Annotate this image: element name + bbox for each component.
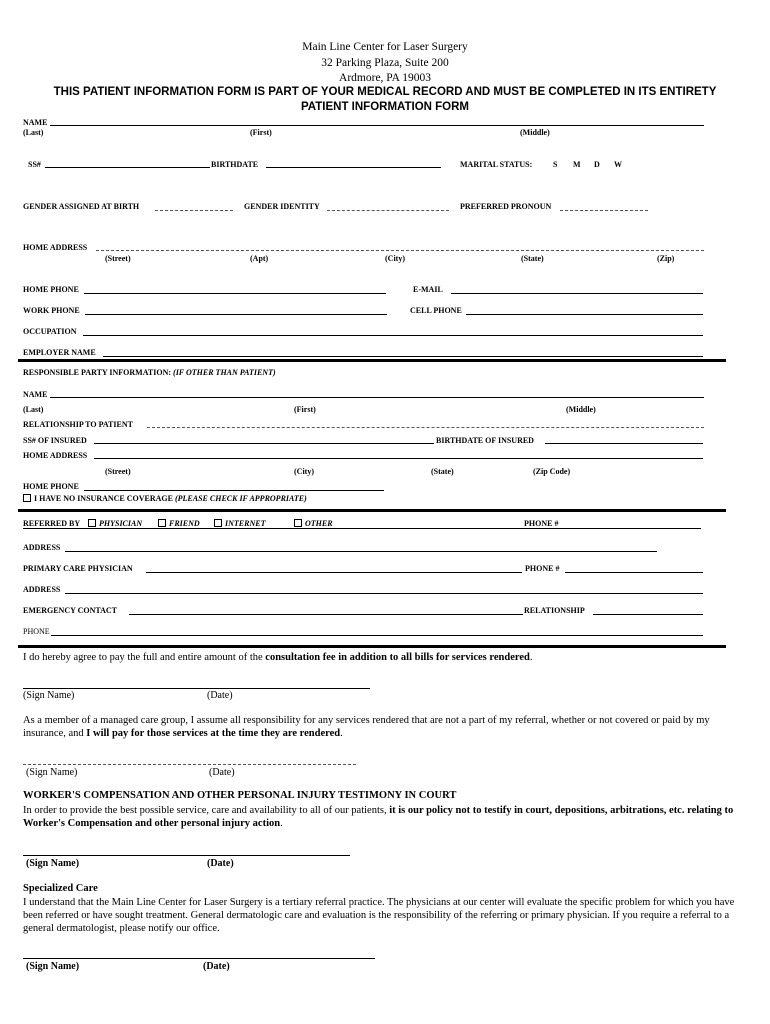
pcp-phone-field[interactable] xyxy=(565,572,703,573)
emergency-label: EMERGENCY CONTACT xyxy=(23,606,118,615)
work-phone-field[interactable] xyxy=(85,314,387,315)
managed-sign-label: (Sign Name) xyxy=(26,767,78,778)
pronoun-field[interactable] xyxy=(560,210,648,211)
referred-other-option[interactable]: OTHER xyxy=(294,519,333,528)
birthdate-label: BIRTHDATE xyxy=(211,160,259,169)
emergency-field[interactable] xyxy=(129,614,523,615)
email-label: E-MAIL xyxy=(413,285,443,294)
occupation-field[interactable] xyxy=(83,335,703,336)
marital-m[interactable]: M xyxy=(573,160,581,169)
wc-sign-label: (Sign Name) xyxy=(26,858,80,869)
referral-phone-label: PHONE # xyxy=(524,519,559,528)
email-field[interactable] xyxy=(451,293,703,294)
gender-identity-label: GENDER IDENTITY xyxy=(244,202,320,211)
referred-internet-option[interactable]: INTERNET xyxy=(214,519,265,528)
friend-checkbox[interactable] xyxy=(158,519,166,527)
home-phone-field[interactable] xyxy=(84,293,386,294)
responsible-city-sublabel: (City) xyxy=(294,467,314,476)
emergency-relationship-field[interactable] xyxy=(593,614,703,615)
marital-s[interactable]: S xyxy=(553,160,558,169)
managed-sign-line[interactable] xyxy=(23,764,356,765)
employer-field[interactable] xyxy=(103,356,703,357)
birthdate-insured-field[interactable] xyxy=(545,443,703,444)
emergency-relationship-label: RELATIONSHIP xyxy=(524,606,585,615)
specialized-care-heading: Specialized Care xyxy=(23,883,98,894)
referral-address-field[interactable] xyxy=(65,551,657,552)
pcp-address-field[interactable] xyxy=(65,593,703,594)
managed-care-agreement: As a member of a managed care group, I assume all responsibility for any services rendered that are not a part of my referral, whether or not covered or paid by my insurance, and I will pay for those services at the time they are rendered. xyxy=(23,715,710,739)
workers-comp-text: In order to provide the best possible service, care and availability to all of our patients, it is our policy not to testify in court, depositions, arbitrations, etc. relating to Worker's Compensation and other personal injury action. xyxy=(23,805,734,829)
emergency-phone-field[interactable] xyxy=(51,635,703,636)
gender-identity-field[interactable] xyxy=(327,210,449,211)
city-sublabel: (City) xyxy=(385,254,405,263)
birthdate-field[interactable] xyxy=(266,167,441,168)
gender-birth-field[interactable] xyxy=(155,210,233,211)
no-insurance-checkbox[interactable] xyxy=(23,494,31,502)
pcp-phone-label: PHONE # xyxy=(525,564,560,573)
responsible-middle-sublabel: (Middle) xyxy=(566,405,596,414)
ss-label: SS# xyxy=(28,160,41,169)
home-phone-label: HOME PHONE xyxy=(23,285,79,294)
name-label: NAME xyxy=(23,118,48,127)
marital-d[interactable]: D xyxy=(594,160,600,169)
sc-date-label: (Date) xyxy=(203,961,230,972)
middle-sublabel: (Middle) xyxy=(520,128,550,137)
ss-insured-label: SS# OF INSURED xyxy=(23,436,87,445)
wc-sign-line[interactable] xyxy=(23,855,350,856)
fee-date-label: (Date) xyxy=(207,690,233,701)
responsible-address-label: HOME ADDRESS xyxy=(23,451,88,460)
referred-friend-option[interactable]: FRIEND xyxy=(158,519,200,528)
cell-phone-field[interactable] xyxy=(466,314,703,315)
wc-date-label: (Date) xyxy=(207,858,234,869)
responsible-address-field[interactable] xyxy=(94,458,703,459)
referral-address-label: ADDRESS xyxy=(23,543,61,552)
relationship-field[interactable] xyxy=(147,427,704,428)
section-divider-2 xyxy=(18,509,726,512)
employer-label: EMPLOYER NAME xyxy=(23,348,96,357)
responsible-street-sublabel: (Street) xyxy=(105,467,131,476)
first-sublabel: (First) xyxy=(250,128,272,137)
responsible-name-field[interactable] xyxy=(50,397,704,398)
responsible-state-sublabel: (State) xyxy=(431,467,454,476)
emergency-phone-label: PHONE xyxy=(23,627,50,636)
section-divider-3 xyxy=(18,645,726,648)
referred-line[interactable] xyxy=(23,528,701,529)
pcp-label: PRIMARY CARE PHYSICIAN xyxy=(23,564,133,573)
apt-sublabel: (Apt) xyxy=(250,254,269,263)
pronoun-label: PREFERRED PRONOUN xyxy=(460,202,552,211)
referred-physician-option[interactable]: PHYSICIAN xyxy=(88,519,142,528)
responsible-name-label: NAME xyxy=(23,390,48,399)
sc-sign-line[interactable] xyxy=(23,958,375,959)
pcp-address-label: ADDRESS xyxy=(23,585,61,594)
state-sublabel: (State) xyxy=(521,254,544,263)
marital-label: MARITAL STATUS: xyxy=(460,160,533,169)
gender-birth-label: GENDER ASSIGNED AT BIRTH xyxy=(23,202,140,211)
managed-date-label: (Date) xyxy=(209,767,235,778)
relationship-label: RELATIONSHIP TO PATIENT xyxy=(23,420,133,429)
workers-comp-heading: WORKER'S COMPENSATION AND OTHER PERSONAL INJURY TESTIMONY IN COURT xyxy=(23,790,457,801)
org-street: 32 Parking Plaza, Suite 200 xyxy=(321,57,449,69)
referred-by-label: REFERRED BY xyxy=(23,519,81,528)
other-checkbox[interactable] xyxy=(294,519,302,527)
marital-w[interactable]: W xyxy=(614,160,622,169)
zip-sublabel: (Zip) xyxy=(657,254,675,263)
org-city: Ardmore, PA 19003 xyxy=(339,72,431,84)
pcp-field[interactable] xyxy=(146,572,522,573)
street-sublabel: (Street) xyxy=(105,254,131,263)
form-title: PATIENT INFORMATION FORM xyxy=(300,101,469,113)
home-address-label: HOME ADDRESS xyxy=(23,243,88,252)
fee-sign-line[interactable] xyxy=(23,688,370,689)
ss-insured-field[interactable] xyxy=(94,443,434,444)
responsible-heading: RESPONSIBLE PARTY INFORMATION: (IF OTHER THAN PATIENT) xyxy=(23,368,276,377)
fee-sign-label: (Sign Name) xyxy=(23,690,75,701)
responsible-phone-field[interactable] xyxy=(84,490,384,491)
org-name: Main Line Center for Laser Surgery xyxy=(302,41,468,53)
record-notice: THIS PATIENT INFORMATION FORM IS PART OF YOUR MEDICAL RECORD AND MUST BE COMPLETED IN ITS ENTIRETY xyxy=(53,86,717,98)
responsible-phone-label: HOME PHONE xyxy=(23,482,79,491)
no-insurance-row[interactable]: I HAVE NO INSURANCE COVERAGE (PLEASE CHECK IF APPROPRIATE) xyxy=(23,494,307,503)
cell-phone-label: CELL PHONE xyxy=(410,306,462,315)
section-divider xyxy=(18,359,726,362)
occupation-label: OCCUPATION xyxy=(23,327,77,336)
responsible-last-sublabel: (Last) xyxy=(23,405,44,414)
name-field[interactable] xyxy=(50,125,704,126)
responsible-first-sublabel: (First) xyxy=(294,405,316,414)
responsible-zip-sublabel: (Zip Code) xyxy=(533,467,571,476)
birthdate-insured-label: BIRTHDATE OF INSURED xyxy=(436,436,534,445)
internet-checkbox[interactable] xyxy=(214,519,222,527)
sc-sign-label: (Sign Name) xyxy=(26,961,80,972)
home-address-field[interactable] xyxy=(96,250,704,251)
specialized-care-text: I understand that the Main Line Center for Laser Surgery is a tertiary referral practice. The physicians at our center will evaluate the specific problem for which you have been referred or have sought treatment. General dermatologic care and evaluation is the responsibility of the referring or primary physician. If you require a referral to a general dermatologist, please notify our office. xyxy=(23,897,735,934)
fee-agreement: I do hereby agree to pay the full and entire amount of the consultation fee in addition to all bills for services rendered. xyxy=(23,652,533,663)
work-phone-label: WORK PHONE xyxy=(23,306,80,315)
last-sublabel: (Last) xyxy=(23,128,44,137)
physician-checkbox[interactable] xyxy=(88,519,96,527)
ss-field[interactable] xyxy=(45,167,210,168)
